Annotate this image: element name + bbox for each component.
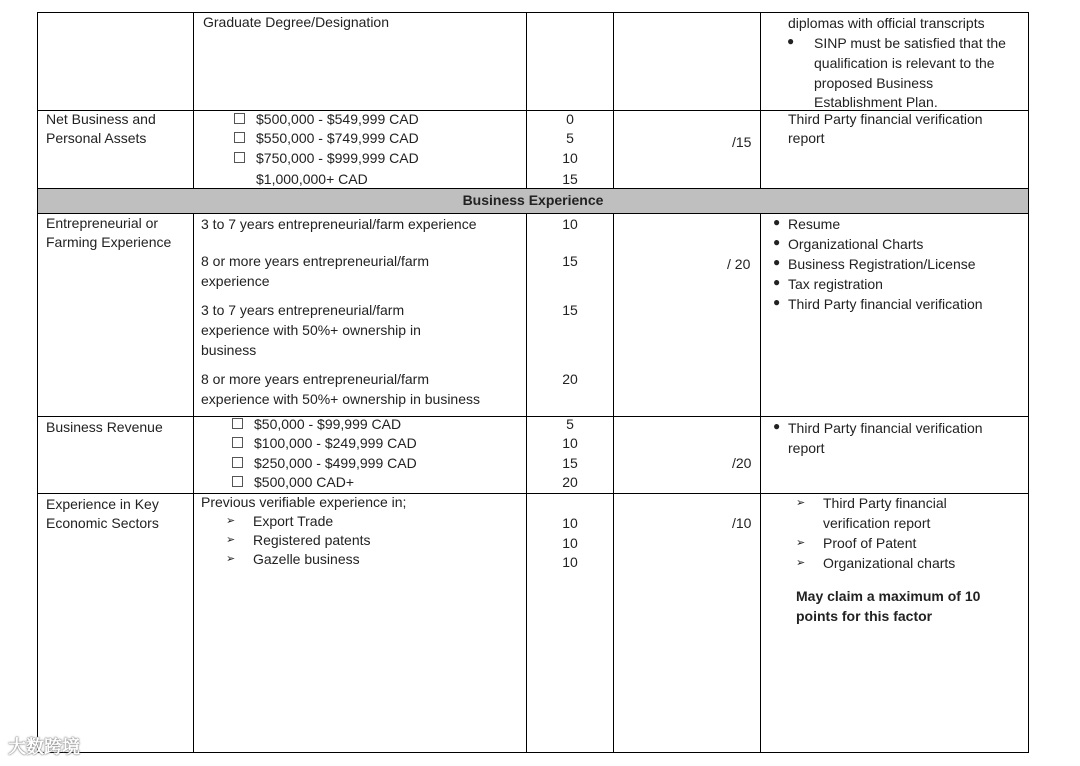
arrow-bullet-icon: ➢ — [226, 534, 236, 546]
points-value: 10 — [562, 435, 578, 451]
factor-label: Experience in Key — [46, 496, 159, 512]
criterion-text: Previous verifiable experience in; — [201, 494, 407, 510]
column-divider — [760, 12, 761, 188]
criterion-text: Graduate Degree/Designation — [203, 14, 390, 30]
arrow-bullet-icon: ➢ — [796, 537, 806, 549]
points-value: 10 — [562, 150, 578, 166]
factor-label: Entrepreneurial or — [46, 215, 159, 231]
section-header: Business Experience — [462, 192, 604, 208]
points-value: 5 — [566, 130, 574, 146]
arrow-bullet-icon: ➢ — [226, 553, 236, 565]
doc-text: Organizational charts — [823, 555, 956, 571]
points-value: 10 — [562, 535, 578, 551]
bullet-icon: ● — [773, 275, 781, 289]
max-claim-note: points for this factor — [796, 608, 933, 624]
bullet-icon: ● — [773, 235, 781, 249]
bullet-icon: ● — [773, 419, 781, 433]
doc-text: Resume — [788, 216, 841, 232]
points-value: 20 — [562, 371, 578, 387]
factor-label: Economic Sectors — [46, 515, 159, 531]
doc-text: SINP must be satisfied that the — [814, 35, 1006, 51]
arrow-bullet-icon: ➢ — [796, 497, 806, 509]
doc-text: Business Registration/License — [788, 256, 976, 272]
points-value: 10 — [562, 515, 578, 531]
range-item: $100,000 - $249,999 CAD — [232, 433, 417, 453]
bullet-icon: ● — [773, 215, 781, 229]
points-value: 10 — [562, 554, 578, 570]
bullet-icon: ● — [787, 34, 795, 48]
max-points: /20 — [732, 455, 752, 471]
column-divider — [193, 12, 194, 188]
factor-label: Net Business and — [46, 111, 156, 127]
criterion-text: 3 to 7 years entrepreneurial/farm experience — [201, 216, 477, 232]
criterion-text: experience with 50%+ ownership in business — [201, 391, 480, 407]
points-value: 0 — [566, 111, 574, 127]
doc-text: report — [788, 130, 825, 146]
doc-text: Establishment Plan. — [814, 94, 938, 110]
points-table — [37, 12, 1029, 753]
criterion-text: business — [201, 342, 257, 358]
criterion-text: 8 or more years entrepreneurial/farm — [201, 253, 429, 269]
checkbox-icon — [234, 132, 245, 143]
range-item: $500,000 - $549,999 CAD — [234, 109, 419, 129]
column-divider — [193, 213, 194, 752]
criterion-text: experience — [201, 273, 270, 289]
range-item: $750,000 - $999,999 CAD — [234, 148, 419, 168]
criterion-text: Gazelle business — [253, 551, 360, 567]
checkbox-icon — [232, 437, 243, 448]
doc-text: proposed Business — [814, 75, 934, 91]
points-value: 15 — [562, 302, 578, 318]
points-value: 15 — [562, 455, 578, 471]
max-points: / 20 — [727, 256, 751, 272]
watermark-logo: 大数跨境 — [8, 737, 80, 757]
doc-text: Tax registration — [788, 276, 883, 292]
range-item: $250,000 - $499,999 CAD — [232, 453, 417, 473]
doc-text: Organizational Charts — [788, 236, 924, 252]
points-value: 20 — [562, 474, 578, 490]
criterion-text: Export Trade — [253, 513, 334, 529]
doc-text: verification report — [823, 515, 931, 531]
table-border-right — [1028, 12, 1029, 753]
bullet-icon: ● — [773, 255, 781, 269]
doc-text: Proof of Patent — [823, 535, 917, 551]
points-value: 10 — [562, 216, 578, 232]
checkbox-icon — [232, 476, 243, 487]
criterion-text: experience with 50%+ ownership in — [201, 322, 421, 338]
points-value: 5 — [566, 416, 574, 432]
doc-text: Third Party financial verification — [788, 111, 983, 127]
doc-text: Third Party financial verification — [788, 420, 983, 436]
table-border-left — [37, 12, 38, 753]
range-item: $500,000 CAD+ — [232, 472, 354, 492]
points-value: 15 — [562, 171, 578, 187]
points-value: 15 — [562, 253, 578, 269]
factor-label: Personal Assets — [46, 130, 147, 146]
factor-label: Business Revenue — [46, 419, 163, 435]
max-points: /15 — [732, 134, 752, 150]
max-claim-note: May claim a maximum of 10 — [796, 588, 981, 604]
table-border-bottom — [37, 752, 1029, 753]
column-divider — [613, 12, 614, 188]
doc-text: diplomas with official transcripts — [788, 15, 985, 31]
range-item: $1,000,000+ CAD — [256, 171, 368, 187]
arrow-bullet-icon: ➢ — [226, 515, 236, 527]
criterion-text: 8 or more years entrepreneurial/farm — [201, 371, 429, 387]
arrow-bullet-icon: ➢ — [796, 557, 806, 569]
doc-text: Third Party financial — [823, 495, 947, 511]
max-points: /10 — [732, 515, 752, 531]
column-divider — [760, 213, 761, 752]
checkbox-icon — [234, 152, 245, 163]
criterion-text: 3 to 7 years entrepreneurial/farm — [201, 302, 405, 318]
bullet-icon: ● — [773, 295, 781, 309]
factor-label: Farming Experience — [46, 234, 172, 250]
range-item: $550,000 - $749,999 CAD — [234, 128, 419, 148]
criterion-text: Registered patents — [253, 532, 371, 548]
doc-text: report — [788, 440, 825, 456]
column-divider — [613, 213, 614, 752]
doc-text: qualification is relevant to the — [814, 55, 995, 71]
range-item: $50,000 - $99,999 CAD — [232, 414, 401, 434]
checkbox-icon — [234, 113, 245, 124]
checkbox-icon — [232, 418, 243, 429]
checkbox-icon — [232, 457, 243, 468]
doc-text: Third Party financial verification — [788, 296, 983, 312]
